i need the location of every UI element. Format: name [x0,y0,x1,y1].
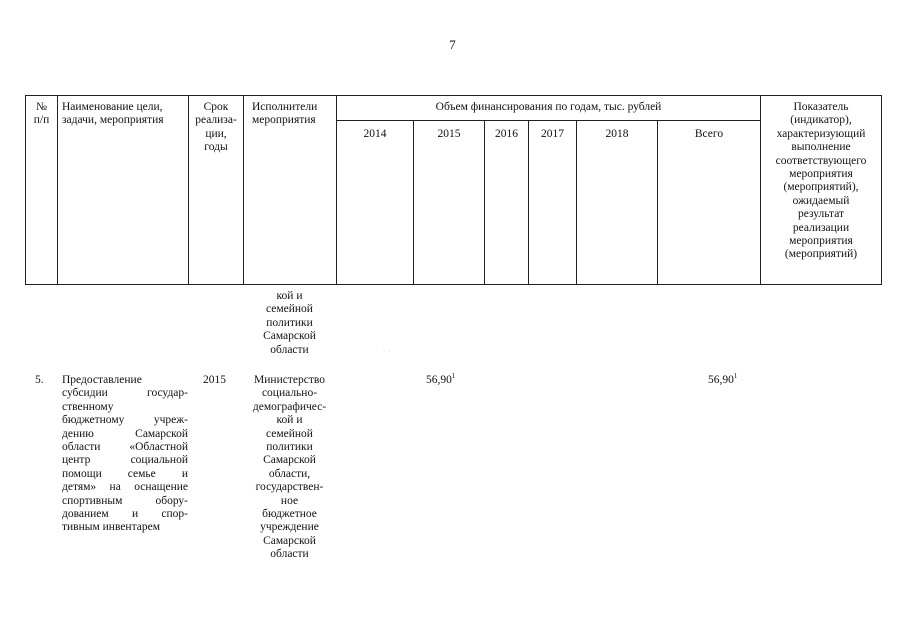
row-name-line: бюджетному учреж- [62,414,188,427]
row-executors: Министерство социально- демографичес- кой и семейной политики Самарской области, государствен- ное бюджетное учреждение Самарской области [252,374,327,561]
header-year-2016: 2016 [495,128,518,140]
header-num: № п/п [33,101,50,127]
row-name [62,374,188,535]
header-year-2017: 2017 [541,128,564,140]
header-total: Всего [694,128,724,140]
row-name-line: помощи семье и [62,467,188,480]
header-indicator: Показатель (индикатор), характеризующий выполнение соответствующего мероприятия (мероприятий), ожидаемый результат реализации мероприятия (мероприятий) [775,101,867,261]
continuation-executors: кой и семейной политики Самарской области [263,290,316,356]
row-term: 2015 [203,374,226,386]
row-name-line: центр социальной [62,454,188,467]
scan-speck: · · [383,349,392,355]
value-total: 56,90 [708,374,734,386]
row-name-line: дованием и спор- [62,508,188,521]
row-name-line: ственному [62,400,114,413]
header-funding: Объем финансирования по годам, тыс. рублей [435,101,662,113]
footnote-mark: 1 [733,372,738,380]
footnote-mark: 1 [451,372,456,380]
row-name-line: области «Областной [62,441,188,454]
header-executors: Исполнители мероприятия [252,101,318,127]
value-2015: 56,90 [426,374,452,386]
row-num: 5. [35,374,44,386]
row-value-total [708,374,737,387]
row-value-2015 [426,374,455,387]
header-year-2015: 2015 [437,128,461,140]
header-name: Наименование цели, задачи, мероприятия [62,101,164,127]
row-name-line: детям» на оснащение [62,481,188,494]
header-term: Срок реализа- ции, годы [195,101,237,154]
row-name-line: Предоставление [62,374,142,386]
row-name-line: тивным инвентарем [62,521,160,534]
page-number: 7 [449,37,456,52]
header-year-2018: 2018 [605,128,629,140]
row-name-line: субсидии государ- [62,387,188,400]
row-name-line: спортивным обору- [62,494,188,507]
header-year-2014: 2014 [363,128,387,140]
row-name-line: дению Самарской [62,427,188,440]
